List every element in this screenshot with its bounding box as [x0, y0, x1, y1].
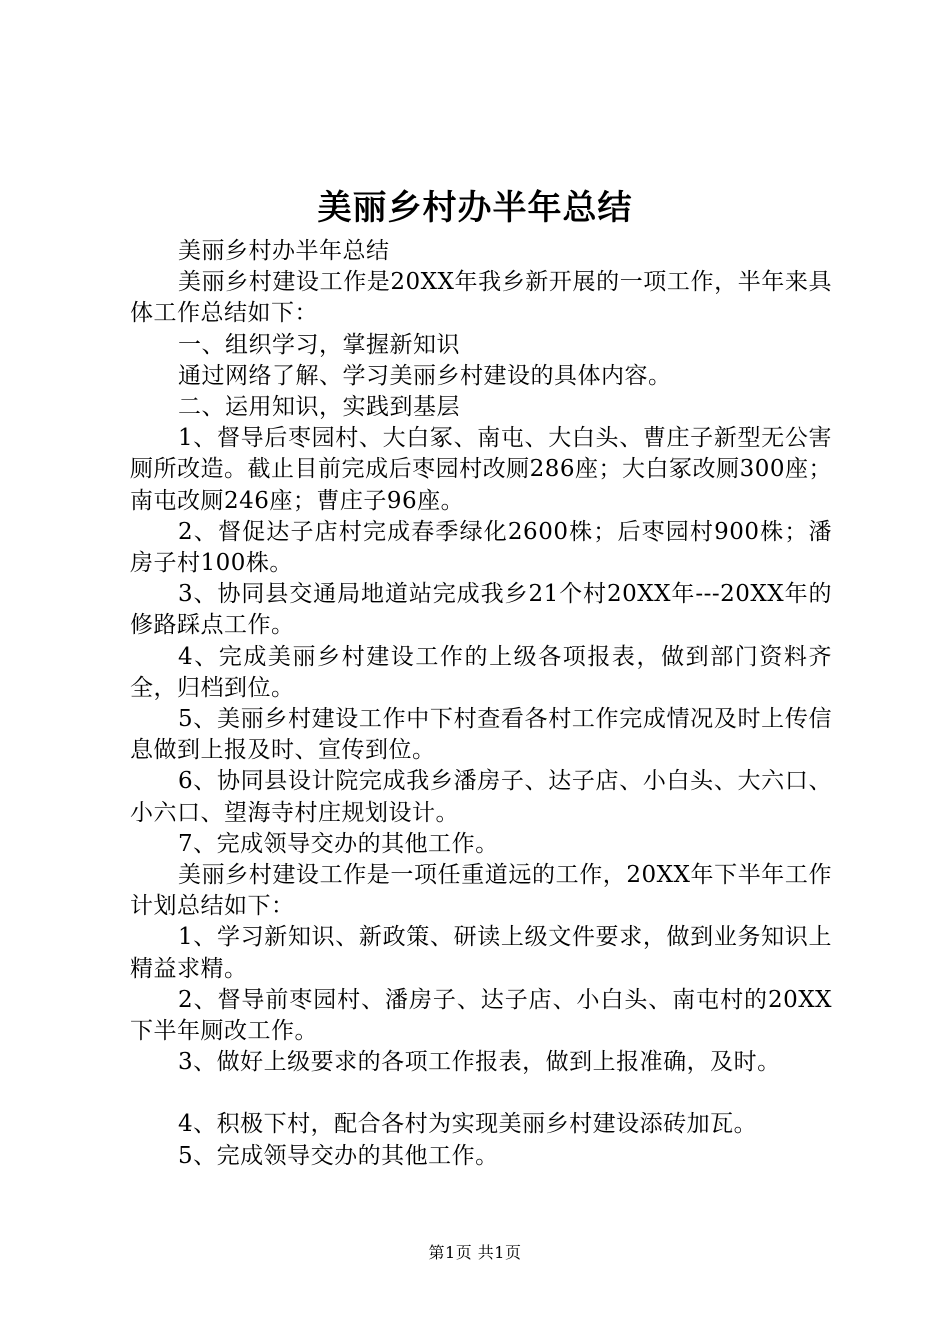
list-item: 1、督导后枣园村、大白冢、南屯、大白头、曹庄子新型无公害厕所改造。截止目前完成后枣园村改厕286座；大白冢改厕300座；南屯改厕246座；曹庄子96座。	[130, 425, 832, 514]
list-item: 3、做好上级要求的各项工作报表，做到上报准确，及时。	[178, 1049, 781, 1076]
page-footer: 第1页 共1页	[428, 1243, 522, 1262]
document-title: 美丽乡村办半年总结	[317, 188, 633, 228]
paragraph-subtitle: 美丽乡村办半年总结	[178, 238, 390, 264]
list-item: 3、协同县交通局地道站完成我乡21个村20XX年---20XX年的修路踩点工作。	[130, 581, 832, 639]
list-item: 2、督促达子店村完成春季绿化2600株；后枣园村900株；潘房子村100株。	[130, 518, 832, 577]
list-item: 1、学习新知识、新政策、研读上级文件要求，做到业务知识上精益求精。	[130, 924, 832, 982]
list-item: 4、完成美丽乡村建设工作的上级各项报表，做到部门资料齐全，归档到位。	[130, 643, 832, 701]
list-item: 7、完成领导交办的其他工作。	[178, 830, 499, 857]
paragraph-intro: 美丽乡村建设工作是20XX年我乡新开展的一项工作，半年来具体工作总结如下：	[130, 269, 832, 327]
list-item: 2、督导前枣园村、潘房子、达子店、小白头、南屯村的20XX下半年厕改工作。	[130, 986, 832, 1045]
list-item: 5、美丽乡村建设工作中下村查看各村工作完成情况及时上传信息做到上报及时、宣传到位。	[130, 706, 832, 764]
list-item: 4、积极下村，配合各村为实现美丽乡村建设添砖加瓦。	[178, 1111, 758, 1138]
section-heading-1: 一、组织学习，掌握新知识	[178, 331, 460, 358]
paragraph-plan-intro: 美丽乡村建设工作是一项任重道远的工作，20XX年下半年工作计划总结如下：	[130, 862, 832, 920]
section-heading-2: 二、运用知识，实践到基层	[178, 394, 460, 421]
document-body	[130, 236, 832, 1172]
list-item: 5、完成领导交办的其他工作。	[178, 1142, 499, 1169]
list-item: 6、协同县设计院完成我乡潘房子、达子店、小白头、大六口、小六口、望海寺村庄规划设计。	[130, 768, 832, 826]
paragraph-study: 通过网络了解、学习美丽乡村建设的具体内容。	[178, 362, 672, 389]
blank-line	[130, 1078, 832, 1109]
